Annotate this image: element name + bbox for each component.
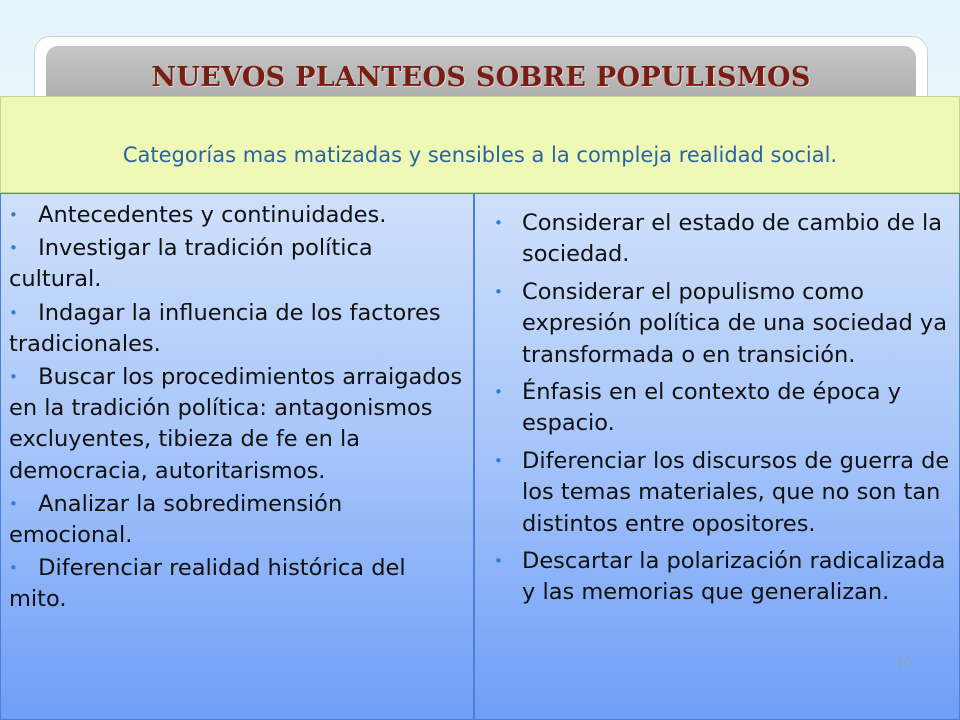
bullet-icon: • bbox=[494, 383, 503, 402]
bullet-icon: • bbox=[494, 451, 503, 470]
list-item bbox=[9, 489, 464, 551]
list-item-text: Analizar la sobredimensión emocional. bbox=[9, 490, 343, 549]
bullet-icon: • bbox=[494, 282, 503, 301]
list-item bbox=[9, 200, 464, 231]
slide-title: NUEVOS PLANTEOS SOBRE POPULISMOS bbox=[151, 62, 811, 93]
bullet-icon: • bbox=[494, 214, 503, 232]
list-item bbox=[9, 233, 464, 295]
list-item-text: Considerar el populismo como expresión política de una sociedad ya transformada o en transición. bbox=[522, 278, 948, 368]
list-item bbox=[494, 277, 956, 371]
list-item bbox=[9, 362, 464, 487]
bullet-icon: • bbox=[9, 239, 18, 258]
list-item-text: Diferenciar realidad histórica del mito. bbox=[9, 555, 406, 613]
list-item bbox=[9, 298, 464, 360]
bullet-icon: • bbox=[494, 552, 503, 571]
left-bullet-list bbox=[9, 200, 464, 618]
list-item bbox=[9, 553, 464, 615]
list-item-text: Buscar los procedimientos arraigados en la tradición política: antagonismos excluyentes, tibieza de fe en la democracia, autoritarismos. bbox=[9, 364, 463, 484]
bullet-icon: • bbox=[9, 368, 18, 387]
list-item-text: Antecedentes y continuidades. bbox=[31, 202, 387, 228]
list-item-text: Investigar la tradición política cultural. bbox=[9, 235, 373, 293]
list-item-text: Considerar el estado de cambio de la sociedad. bbox=[522, 210, 943, 268]
list-item-text: Descartar la polarización radicalizada y las memorias que generalizan. bbox=[522, 548, 946, 606]
right-bullet-list bbox=[494, 208, 956, 615]
list-item bbox=[494, 377, 956, 440]
list-item bbox=[494, 546, 956, 609]
page-number: 10 bbox=[896, 656, 913, 671]
bullet-icon: • bbox=[9, 559, 18, 578]
list-item-text: Énfasis en el contexto de época y espacio. bbox=[522, 379, 902, 437]
list-item-text: Diferenciar los discursos de guerra de los temas materiales, que no son tan distintos entre opositores. bbox=[522, 447, 950, 537]
list-item-text: Indagar la influencia de los factores tradicionales. bbox=[9, 299, 441, 357]
bullet-icon: • bbox=[9, 494, 18, 513]
slide-subtitle: Categorías mas matizadas y sensibles a la compleja realidad social. bbox=[122, 143, 838, 167]
list-item bbox=[494, 446, 956, 540]
bullet-icon: • bbox=[9, 303, 18, 322]
list-item bbox=[494, 208, 956, 271]
bullet-icon: • bbox=[9, 206, 18, 224]
